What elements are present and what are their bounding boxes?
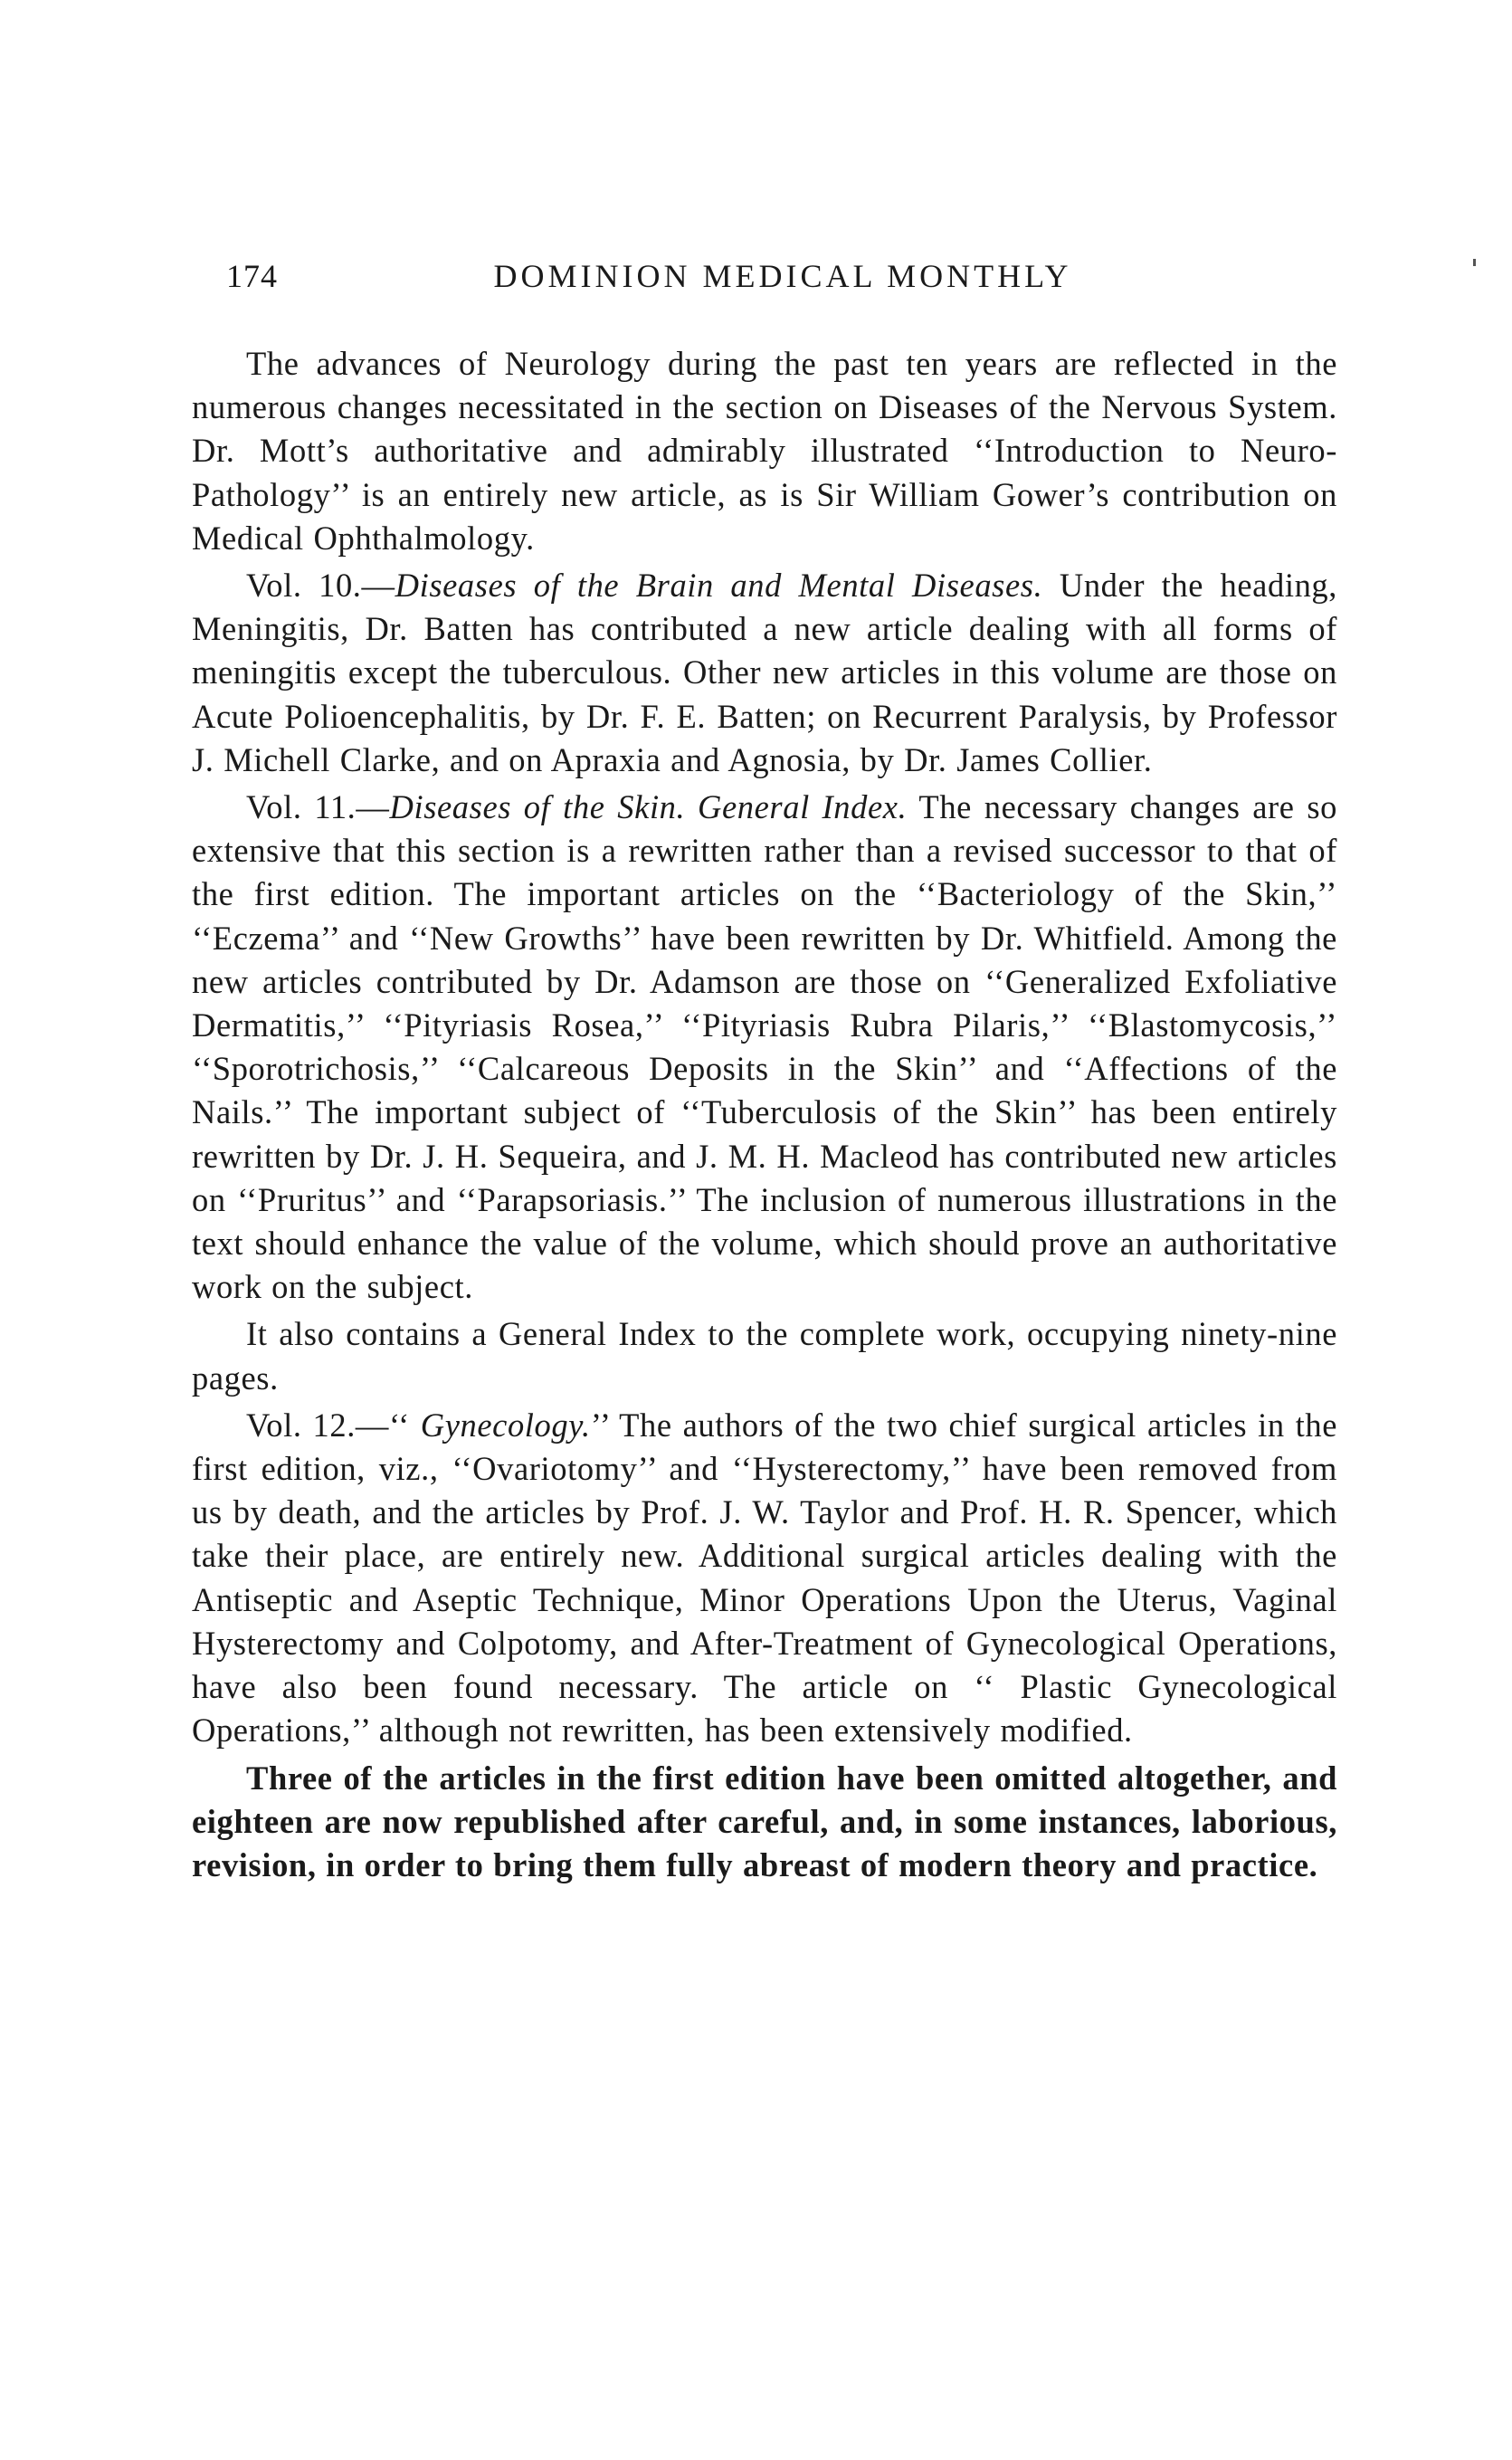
volume-title: Diseases of the Skin. General Index. [389,788,908,826]
paragraph-text: The necessary changes are so extensive that this section is a rewritten rather than a revised successor to that of the first edition. The important articles on the ‘‘Bacteriology of the Skin,’’ ‘‘Eczema’’ and ‘‘New Growths’’ have been rewritten by Dr. Whitfield. Among the new articles contributed by Dr. Adamson are those on ‘‘Generalized Exfoliative Dermatitis,’’ ‘‘Pityriasis Rosea,’’ ‘‘Pityriasis Rubra Pilaris,’’ ‘‘Blastomycosis,’’ ‘‘Sporotrichosis,’’ ‘‘Calcareous Deposits in the Skin’’ and ‘‘Affections of the Nails.’’ The important subject of ‘‘Tuberculosis of the Skin’’ has been entirely rewritten by Dr. J. H. Sequeira, and J. M. H. Macleod has contributed new articles on ‘‘Pruritus’’ and ‘‘Parapsoriasis.’’ The inclusion of numerous illustrations in the text should enhance the value of the volume, which should prove an authoritative work on the subject. [192,788,1337,1306]
paragraph-neurology: The advances of Neurology during the past ten years are reflected in the numerous changes necessitated in the section on Diseases of the Nervous System. Dr. Mott’s authoritative and admirably illustrated ‘‘Introduction to Neuro-Pathology’’ is an entirely new article, as is Sir William Gower’s contribution on Medical Ophthalmology. [192,345,1337,557]
paragraph-text: Under the heading, Meningitis, Dr. Batten has contributed a new article dealing with all forms of meningitis except the tuberculous. Other new articles in this volume are those on Acute Polioencephalitis, by Dr. F. E. Batten; on Recurrent Paralysis, by Professor J. Michell Clarke, and on Apraxia and Agnosia, by Dr. James Collier. [192,567,1337,778]
paragraph-vol-12 [192,1404,1337,1753]
stray-mark [1473,259,1476,266]
paragraph-vol-11 [192,786,1337,1309]
volume-title: Diseases of the Brain and Mental Diseases. [395,567,1043,605]
page-header [226,257,1339,304]
running-title: DOMINION MEDICAL MONTHLY [493,258,1072,294]
volume-lead: Vol. 10.— [246,567,395,605]
paragraph-vol-10 [192,564,1337,782]
volume-lead: Vol. 11.— [246,788,390,826]
article-body [192,342,1337,1891]
page-number: 174 [226,258,278,294]
paragraph-omitted-articles: Three of the articles in the first edition have been omitted altogether, and eighteen are now republished after careful, and, in some instances, laborious, revision, in order to bring them fully abreast of modern theory and practice. [192,1759,1337,1883]
paragraph-text: ’’ The authors of the two chief surgical articles in the first edition, viz., ‘‘Ovariotomy’’ and ‘‘Hysterectomy,’’ have been removed from us by death, and the articles by Prof. J. W. Taylor and Prof. H. R. Spencer, which take their place, are entirely new. Additional surgical articles dealing with the Antiseptic and Aseptic Technique, Minor Operations Upon the Uterus, Vaginal Hysterectomy and Colpotomy, and After-Treatment of Gynecological Operations, have also been found necessary. The article on ‘‘ Plastic Gynecological Operations,’’ although not rewritten, has been extensively modified. [192,1406,1337,1750]
volume-lead: Vol. 12.—‘‘ [246,1406,421,1444]
paragraph-general-index: It also contains a General Index to the complete work, occupying ninety-nine pages. [192,1315,1337,1397]
volume-title: Gynecology. [420,1406,591,1444]
